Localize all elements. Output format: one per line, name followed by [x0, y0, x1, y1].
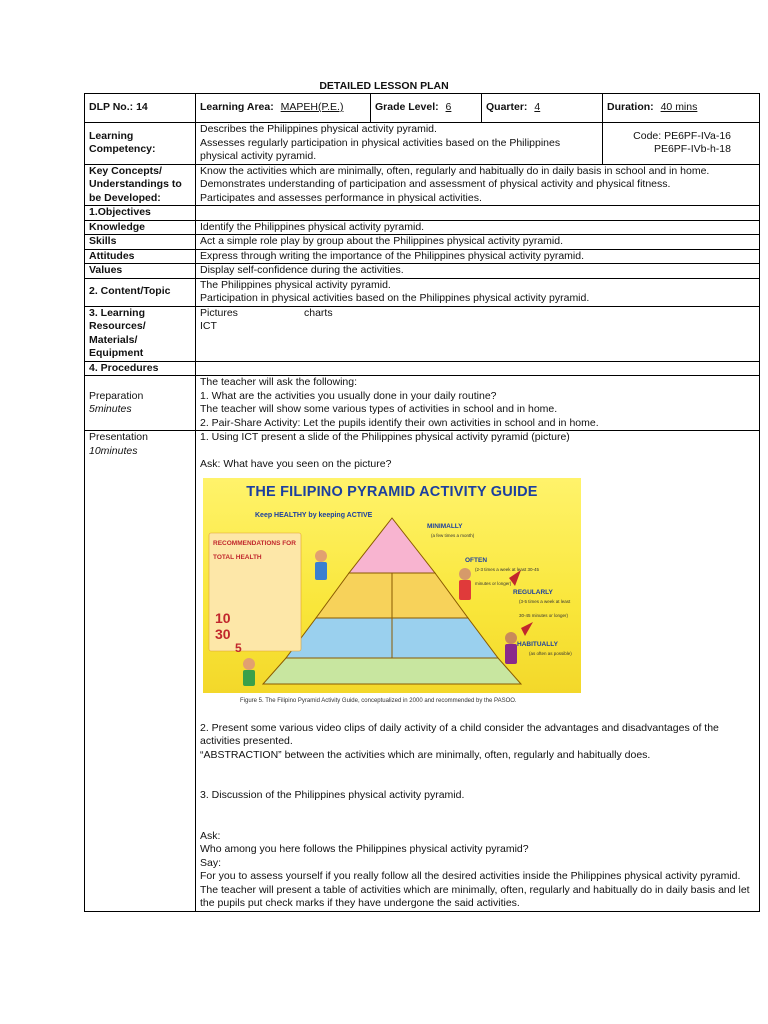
- attitudes-row: [85, 249, 760, 264]
- key-concept-line: Demonstrates understanding of participation and assessment of physical activity and physical fitness.: [200, 178, 671, 190]
- attitudes-label: Attitudes: [85, 249, 196, 264]
- objectives-heading: 1.Objectives: [85, 206, 196, 221]
- label-often: OFTEN: [465, 557, 488, 564]
- key-concept-line: Know the activities which are minimally, often, regularly and habitually do in daily basis in school and in home.: [200, 164, 710, 177]
- competency-code: [603, 123, 760, 165]
- preparation-time: 5minutes: [89, 403, 132, 415]
- lesson-plan-table: [84, 93, 760, 912]
- note-habitually: (as often as possible): [529, 651, 572, 656]
- key-concepts-text: [196, 164, 760, 206]
- values-row: [85, 264, 760, 279]
- presentation-step-3: 3. Discussion of the Philippines physical activity pyramid.: [200, 789, 465, 801]
- resource-ict: ICT: [200, 320, 217, 332]
- presentation-row: [85, 431, 760, 912]
- preparation-line: 2. Pair-Share Activity: Let the pupils identify their own activities in school and in home.: [200, 416, 599, 429]
- figure-title: THE FILIPINO PYRAMID ACTIVITY GUIDE: [246, 484, 538, 500]
- note-often: (2-3 times a week at least 30-45 minutes or longer): [475, 567, 540, 586]
- pyramid-top-layer: [349, 518, 435, 573]
- competency-text: [196, 123, 603, 165]
- knowledge-label: Knowledge: [85, 220, 196, 235]
- document-title: DETAILED LESSON PLAN: [319, 80, 449, 92]
- spacer: [200, 803, 755, 830]
- label-thirty: 30: [215, 626, 231, 642]
- duration-cell: [603, 94, 760, 123]
- preparation-label-cell: [85, 376, 196, 431]
- objectives-heading-row: [85, 206, 760, 221]
- resource-pictures: Pictures: [200, 306, 238, 319]
- kid-figure-icon: [243, 658, 255, 670]
- content-topic-label: 2. Content/Topic: [85, 278, 196, 306]
- key-concepts-row: [85, 164, 760, 206]
- label-regularly: REGULARLY: [513, 589, 553, 596]
- note-regularly: (3-5 times a week at least 30-45 minutes or longer): [519, 599, 571, 618]
- label-minimally: MINIMALLY: [427, 523, 463, 530]
- preparation-line: 1. What are the activities you usually done in your daily routine?: [200, 389, 497, 402]
- resources-line-1: [200, 307, 755, 321]
- preparation-row: [85, 376, 760, 431]
- code-line-2: PE6PF-IVb-h-18: [653, 143, 731, 156]
- key-concept-line: Participates and assesses performance in physical activities.: [200, 191, 482, 204]
- competency-row: [85, 123, 760, 165]
- objectives-heading-empty: [196, 206, 760, 221]
- label-habitually: HABITUALLY: [517, 641, 558, 648]
- presentation-label: Presentation: [89, 431, 148, 443]
- header-row: [85, 94, 760, 123]
- presentation-abstraction: “ABSTRACTION” between the activities which are minimally, often, regularly and habitually does.: [200, 748, 651, 761]
- procedures-heading: 4. Procedures: [85, 361, 196, 376]
- content-topic-line: The Philippines physical activity pyramid.: [200, 278, 391, 291]
- knowledge-row: [85, 220, 760, 235]
- values-label: Values: [85, 264, 196, 279]
- attitudes-text: Express through writing the importance of the Philippines physical activity pyramid.: [196, 249, 760, 264]
- presentation-step-1: 1. Using ICT present a slide of the Philippines physical activity pyramid (picture): [200, 431, 570, 443]
- pyramid-figure: [203, 478, 581, 693]
- competency-line: Assesses regularly participation in physical activities based on the Philippines physical activity pyramid.: [200, 136, 561, 162]
- resources-row: [85, 306, 760, 361]
- quarter-label: Quarter:: [486, 101, 528, 114]
- spacer: [200, 445, 755, 458]
- runner-figure-icon: [505, 632, 517, 644]
- teacher-table-text: The teacher will present a table of activities which are minimally, often, regularly and habitually do in daily basis and let the pupils put check marks if they have undergone the said activities.: [200, 883, 750, 909]
- grade-level-label: Grade Level:: [375, 101, 439, 114]
- figure-caption: Figure 5. The Filipino Pyramid Activity Guide, conceptualized in 2000 and recommended by the PASOO.: [240, 698, 517, 704]
- resources-label: 3. Learning Resources/ Materials/ Equipment: [85, 306, 196, 361]
- presentation-step-2: 2. Present some various video clips of daily activity of a child consider the advantages and disadvantages of the activities presented.: [200, 721, 719, 747]
- ask-label: Ask:: [200, 829, 221, 842]
- ask-question: Who among you here follows the Philippines physical activity pyramid?: [200, 843, 529, 855]
- figure-subtitle: Keep HEALTHY by keeping ACTIVE: [255, 512, 373, 519]
- code-line-1: Code: PE6PF-IVa-16: [633, 129, 731, 142]
- skills-label: Skills: [85, 235, 196, 250]
- resources-text: [196, 306, 760, 361]
- quarter-cell: [482, 94, 603, 123]
- label-five: 5: [235, 641, 242, 655]
- say-label: Say:: [200, 856, 222, 869]
- content-topic-row: [85, 278, 760, 306]
- preparation-label: Preparation: [89, 389, 144, 402]
- values-text: Display self-confidence during the activities.: [196, 264, 760, 279]
- learning-area-value: MAPEH(P.E.): [280, 101, 344, 114]
- skills-row: [85, 235, 760, 250]
- dlp-no-cell: [85, 94, 196, 123]
- knowledge-text: Identify the Philippines physical activity pyramid.: [196, 220, 760, 235]
- resource-charts: charts: [304, 306, 333, 319]
- learning-area-label: Learning Area:: [200, 101, 274, 114]
- competency-line: Describes the Philippines physical activity pyramid.: [200, 123, 437, 135]
- key-concepts-label: Key Concepts/ Understandings to be Developed:: [85, 164, 196, 206]
- label-recommendations: RECOMMENDATIONS FOR TOTAL HEALTH: [213, 540, 296, 561]
- presentation-ask: Ask: What have you seen on the picture?: [200, 457, 392, 470]
- learning-area-cell: [196, 94, 371, 123]
- grade-level-cell: [371, 94, 482, 123]
- spacer: [200, 709, 755, 722]
- preparation-line: The teacher will ask the following:: [200, 376, 357, 388]
- duration-value: 40 mins: [660, 101, 698, 114]
- resources-spacer: [200, 334, 755, 361]
- competency-label: Learning Competency:: [85, 123, 196, 165]
- skills-text: Act a simple role play by group about the Philippines physical activity pyramid.: [196, 235, 760, 250]
- adult-figure-icon: [459, 568, 471, 580]
- say-text: For you to assess yourself if you really follow all the desired activities inside the Philippines physical activity pyramid.: [200, 870, 741, 882]
- spacer: [200, 762, 755, 789]
- preparation-line: The teacher will show some various types of activities in school and in home.: [200, 403, 558, 415]
- content-topic-line: Participation in physical activities based on the Philippines physical activity pyramid.: [200, 292, 590, 304]
- presentation-time: 10minutes: [89, 444, 138, 457]
- preparation-text: [196, 376, 760, 431]
- quarter-value: 4: [534, 101, 541, 114]
- content-topic-text: [196, 278, 760, 306]
- child-figure-icon: [315, 550, 327, 562]
- dlp-no-label: DLP No.:: [89, 101, 134, 114]
- procedures-heading-row: [85, 361, 760, 376]
- pyramid-base-layer: [263, 658, 521, 684]
- duration-label: Duration:: [607, 101, 654, 114]
- presentation-text: [196, 431, 760, 912]
- grade-level-value: 6: [445, 101, 452, 114]
- procedures-heading-empty: [196, 361, 760, 376]
- note-minimally: (a few times a month): [431, 533, 475, 538]
- presentation-label-cell: [85, 431, 196, 912]
- dlp-no-value: 14: [136, 101, 148, 114]
- label-ten: 10: [215, 610, 231, 626]
